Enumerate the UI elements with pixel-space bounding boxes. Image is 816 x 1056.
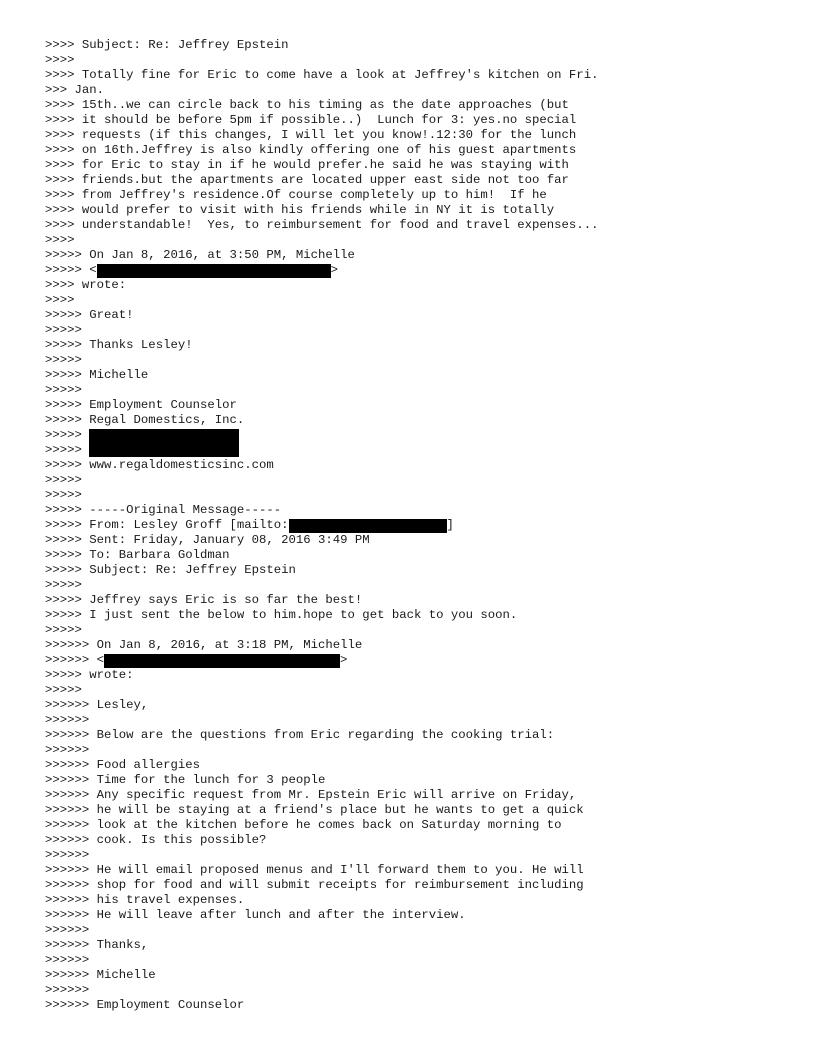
body-text-line: >>>>>> He will leave after lunch and after the interview. [45, 908, 466, 922]
quote-prefix: >>>>> [45, 428, 82, 442]
quote-prefix: >>>>> < [45, 263, 97, 277]
body-text-line: >>>> understandable! Yes, to reimbursement for food and travel expenses... [45, 218, 599, 232]
body-text-line: >>>>>> shop for food and will submit receipts for reimbursement including [45, 878, 584, 892]
greeting-line: >>>>>> Lesley, [45, 698, 149, 712]
bracket-close: > [340, 653, 348, 667]
from-label: >>>>> From: Lesley Groff [mailto: [45, 518, 289, 532]
subject-line: >>>>> Subject: Re: Jeffrey Epstein [45, 563, 296, 577]
from-line [45, 518, 805, 533]
redacted-contact-block [45, 428, 805, 458]
body-text-line: >>>>>> Food allergies [45, 758, 200, 772]
quote-marker-line: >>>>> [45, 353, 82, 367]
to-line: >>>>> To: Barbara Goldman [45, 548, 230, 562]
redaction-box [104, 654, 340, 668]
quote-marker-line: >>>>>> [45, 713, 90, 727]
body-text-line: >>>>>> look at the kitchen before he comes back on Saturday morning to [45, 818, 562, 832]
closing-line: >>>>>> Thanks, [45, 938, 149, 952]
body-text-line: >>>> it should be before 5pm if possible..) Lunch for 3: yes.no special [45, 113, 577, 127]
body-text-line: >>>> for Eric to stay in if he would prefer.he said he was staying with [45, 158, 569, 172]
website-line: >>>>> www.regaldomesticsinc.com [45, 458, 274, 472]
redaction-box [97, 264, 331, 278]
quote-marker-line: >>>> [45, 53, 75, 67]
body-text-line: >>> Jan. [45, 83, 105, 97]
body-text-line: >>>>>> Below are the questions from Eric regarding the cooking trial: [45, 728, 555, 742]
redacted-email-line [45, 653, 805, 668]
original-message-separator: >>>>> -----Original Message----- [45, 503, 282, 517]
quote-marker-line: >>>>>> [45, 983, 90, 997]
body-text-line: >>>> from Jeffrey's residence.Of course completely up to him! If he [45, 188, 547, 202]
quote-prefix: >>>>>> < [45, 653, 105, 667]
signature-name-line: >>>>>> Michelle [45, 968, 156, 982]
body-text-line: >>>> friends.but the apartments are located upper east side not too far [45, 173, 569, 187]
body-text-line: >>>>>> his travel expenses. [45, 893, 245, 907]
quote-marker-line: >>>>> [45, 578, 82, 592]
reply-header-line: >>>>> On Jan 8, 2016, at 3:50 PM, Michelle [45, 248, 355, 262]
redaction-box [89, 429, 239, 457]
quote-prefix: >>>>> [45, 443, 82, 457]
quote-marker-line: >>>>> [45, 473, 82, 487]
quote-marker-line: >>>>>> [45, 953, 90, 967]
quote-marker-line: >>>>> [45, 623, 82, 637]
body-text-line: >>>> would prefer to visit with his friends while in NY it is totally [45, 203, 555, 217]
body-text-line: >>>> requests (if this changes, I will let you know!.12:30 for the lunch [45, 128, 577, 142]
reply-header-line: >>>> wrote: [45, 278, 127, 292]
subject-line: >>>> Subject: Re: Jeffrey Epstein [45, 38, 289, 52]
bracket-close: ] [446, 518, 454, 532]
bracket-close: > [330, 263, 339, 277]
signature-company-line: >>>>> Regal Domestics, Inc. [45, 413, 245, 427]
body-text-line: >>>>>> Any specific request from Mr. Epstein Eric will arrive on Friday, [45, 788, 577, 802]
body-text-line: >>>> Totally fine for Eric to come have a look at Jeffrey's kitchen on Fri. [45, 68, 599, 82]
body-text-line: >>>>> Great! [45, 308, 134, 322]
body-text-line: >>>> on 16th.Jeffrey is also kindly offering one of his guest apartments [45, 143, 577, 157]
quote-marker-line: >>>>> [45, 488, 82, 502]
body-text-line: >>>>> I just sent the below to him.hope to get back to you soon. [45, 608, 518, 622]
body-text-line: >>>>>> Time for the lunch for 3 people [45, 773, 326, 787]
quote-marker-line: >>>>>> [45, 743, 90, 757]
reply-header-line: >>>>>> On Jan 8, 2016, at 3:18 PM, Michelle [45, 638, 363, 652]
email-document [45, 38, 805, 1013]
body-text-line: >>>>>> he will be staying at a friend's place but he wants to get a quick [45, 803, 584, 817]
quote-marker-line: >>>>>> [45, 923, 90, 937]
body-text-line: >>>> 15th..we can circle back to his timing as the date approaches (but [45, 98, 569, 112]
body-text-line: >>>>>> cook. Is this possible? [45, 833, 267, 847]
body-text-line: >>>>> Jeffrey says Eric is so far the best! [45, 593, 363, 607]
quote-marker-line: >>>>>> [45, 848, 90, 862]
redaction-box [289, 519, 447, 533]
body-text-line: >>>>>> He will email proposed menus and I'll forward them to you. He will [45, 863, 584, 877]
redacted-email-line [45, 263, 805, 278]
signature-title-line: >>>>> Employment Counselor [45, 398, 237, 412]
quote-marker-line: >>>> [45, 233, 75, 247]
body-text-line: >>>>> Thanks Lesley! [45, 338, 193, 352]
signature-name-line: >>>>> Michelle [45, 368, 149, 382]
reply-header-line: >>>>> wrote: [45, 668, 134, 682]
quote-marker-line: >>>>> [45, 323, 82, 337]
quote-marker-line: >>>> [45, 293, 75, 307]
quote-marker-line: >>>>> [45, 683, 82, 697]
signature-title-line: >>>>>> Employment Counselor [45, 998, 245, 1012]
quote-marker-line: >>>>> [45, 383, 82, 397]
sent-line: >>>>> Sent: Friday, January 08, 2016 3:49 PM [45, 533, 370, 547]
